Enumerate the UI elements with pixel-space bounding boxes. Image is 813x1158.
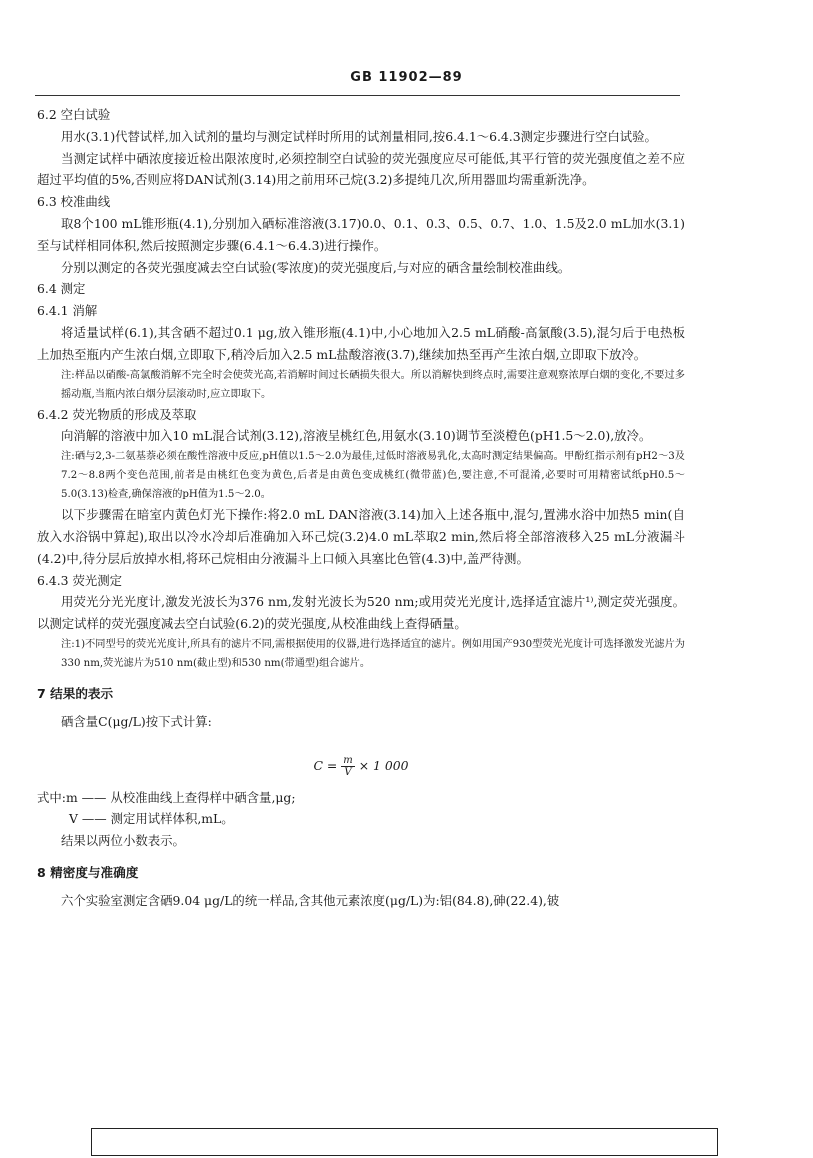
formula-lhs: C = — [313, 757, 338, 773]
formula-fraction — [341, 755, 354, 778]
section-heading-6-4-2: 6.4.2 荧光物质的形成及萃取 — [37, 406, 197, 422]
paragraph: 将适量试样(6.1),其含硒不超过0.1 μg,放入锥形瓶(4.1)中,小心地加入2.5 mL硝酸-高氯酸(3.5),混匀后于电热板上加热至瓶内产生浓白烟,立即取下,稍冷后加入2.5 mL盐酸溶液(3.7),继续加热至再产生浓白烟,立即取下放冷。 — [37, 324, 685, 362]
variable-m: 式中:m —— 从校准曲线上查得样中硒含量,μg; — [37, 789, 296, 805]
header-rule — [35, 95, 680, 96]
formula-numerator: m — [343, 754, 353, 766]
section-heading-8: 8 精密度与准确度 — [37, 864, 139, 880]
section-heading-7: 7 结果的表示 — [37, 685, 114, 701]
formula-variables — [37, 787, 685, 831]
result-note: 结果以两位小数表示。 — [61, 833, 185, 849]
formula-rhs: × 1 000 — [358, 757, 409, 773]
paragraph: 用荧光分光光度计,激发光波长为376 nm,发射光波长为520 nm;或用荧光光度计,选择适宜滤片¹⁾,测定荧光强度。以测定试样的荧光强度减去空白试验(6.2)的荧光强度,从校准曲线上查得硒量。 — [37, 594, 685, 632]
paragraph: 当测定试样中硒浓度接近检出限浓度时,必须控制空白试验的荧光强度应尽可能低,其平行管的荧光强度值之差不应超过平均值的5%,否则应将DAN试剂(3.14)用之前用环己烷(3.2)多提纯几次,所用器皿均需重新洗净。 — [37, 150, 685, 188]
note: 注:硒与2,3-二氨基萘必须在酸性溶液中反应,pH值以1.5～2.0为最佳,过低时溶液易乳化,太高时测定结果偏高。甲酚红指示剂有pH2～3及7.2～8.8两个变色范围,前者是由桃红色变为黄色,后者是由黄色变成桃红(微带蓝)色,要注意,不可混淆,必要时可用精密试纸pH0.5～5.0(3.13)检查,确保溶液的pH值为1.5～2.0。 — [61, 451, 685, 501]
formula-intro: 硒含量C(μg/L)按下式计算: — [61, 713, 212, 729]
footer-box — [91, 1128, 718, 1156]
paragraph: 六个实验室测定含硒9.04 μg/L的统一样品,含其他元素浓度(μg/L)为:铝(84.8),砷(22.4),铍 — [61, 892, 560, 908]
note: 注:样品以硝酸-高氯酸消解不完全时会使荧光高,若消解时间过长硒损失很大。所以消解快到终点时,需要注意观察浓厚白烟的变化,不要过多摇动瓶,当瓶内浓白烟分层滚动时,应立即取下。 — [61, 369, 685, 400]
paragraph: 分别以测定的各荧光强度减去空白试验(零浓度)的荧光强度后,与对应的硒含量绘制校准曲线。 — [61, 259, 571, 275]
section-heading-6-4-1: 6.4.1 消解 — [37, 303, 98, 319]
document-body — [37, 104, 685, 912]
variable-v: V —— 测定用试样体积,mL。 — [69, 811, 234, 827]
section-heading-6-2: 6.2 空白试验 — [37, 107, 111, 122]
paragraph: 向消解的溶液中加入10 mL混合试剂(3.12),溶液呈桃红色,用氨水(3.10)调节至淡橙色(pH1.5～2.0),放冷。 — [61, 428, 652, 444]
formula — [37, 751, 685, 781]
paragraph: 以下步骤需在暗室内黄色灯光下操作:将2.0 mL DAN溶液(3.14)加入上述各瓶中,混匀,置沸水浴中加热5 min(自放入水浴锅中算起),取出以冷水冷却后准确加入环己烷(3.2)4.0 mL萃取2 min,然后将全部溶液移入25 mL分液漏斗(4.2)中,待分层后放掉水相,将环己烷相由分液漏斗上口倾入具塞比色管(4.3)中,盖严待测。 — [37, 507, 685, 566]
paragraph: 取8个100 mL锥形瓶(4.1),分别加入硒标准溶液(3.17)0.0、0.1、0.3、0.5、0.7、1.0、1.5及2.0 mL加水(3.1)至与试样相同体积,然后按照测定步骤(6.4.1～6.4.3)进行操作。 — [37, 215, 685, 253]
formula-denominator: V — [344, 766, 352, 778]
section-heading-6-4: 6.4 测定 — [37, 281, 86, 297]
paragraph: 用水(3.1)代替试样,加入试剂的量均与测定试样时所用的试剂量相同,按6.4.1～6.4.3测定步骤进行空白试验。 — [61, 128, 657, 144]
section-heading-6-4-3: 6.4.3 荧光测定 — [37, 572, 123, 588]
note: 注:1)不同型号的荧光光度计,所具有的滤片不同,需根据使用的仪器,进行选择适宜的滤片。例如用国产930型荧光光度计可选择激发光滤片为330 nm,荧光滤片为510 nm(截止型)和530 nm(带通型)组合滤片。 — [61, 638, 685, 669]
standard-header: GB 11902—89 — [350, 70, 463, 85]
section-heading-6-3: 6.3 校准曲线 — [37, 194, 111, 210]
